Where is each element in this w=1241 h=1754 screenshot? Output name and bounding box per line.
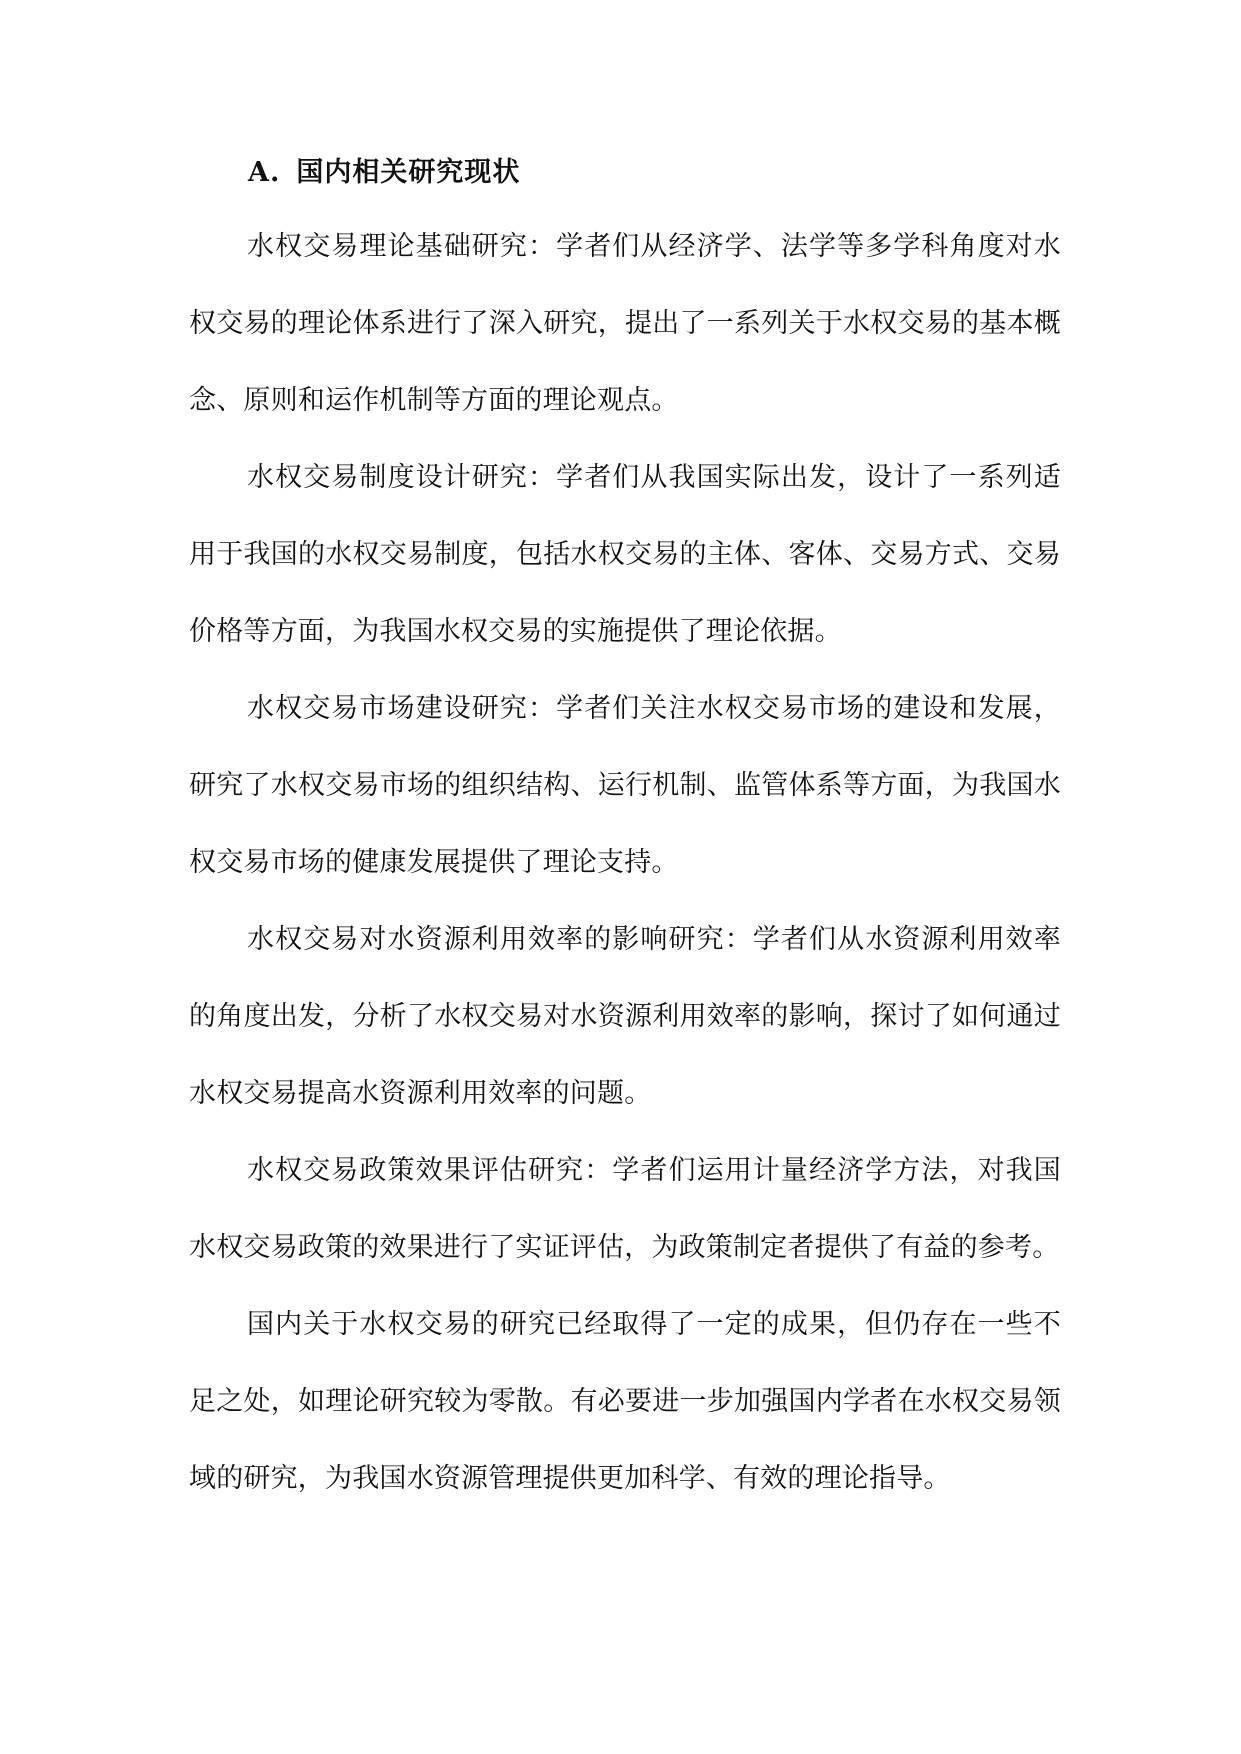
section-title: 国内相关研究现状 bbox=[296, 157, 521, 188]
paragraph-system-design: 水权交易制度设计研究：学者们从我国实际出发，设计了一系列适用于我国的水权交易制度，包括水权交易的主体、客体、交易方式、交易价格等方面，为我国水权交易的实施提供了理论依据。 bbox=[189, 462, 1061, 647]
paragraph-market-construction: 水权交易市场建设研究：学者们关注水权交易市场的建设和发展，研究了水权交易市场的组织结构、运行机制、监管体系等方面，为我国水权交易市场的健康发展提供了理论支持。 bbox=[189, 693, 1061, 878]
paragraph-efficiency-impact: 水权交易对水资源利用效率的影响研究：学者们从水资源利用效率的角度出发，分析了水权交易对水资源利用效率的影响，探讨了如何通过水权交易提高水资源利用效率的问题。 bbox=[189, 924, 1061, 1109]
paragraph-theory-basis: 水权交易理论基础研究：学者们从经济学、法学等多学科角度对水权交易的理论体系进行了深入研究，提出了一系列关于水权交易的基本概念、原则和运作机制等方面的理论观点。 bbox=[189, 231, 1061, 416]
section-heading bbox=[248, 150, 520, 189]
body-text bbox=[189, 208, 1061, 1517]
paragraph-summary: 国内关于水权交易的研究已经取得了一定的成果，但仍存在一些不足之处，如理论研究较为零散。有必要进一步加强国内学者在水权交易领域的研究，为我国水资源管理提供更加科学、有效的理论指导。 bbox=[189, 1309, 1061, 1494]
paragraph-policy-evaluation: 水权交易政策效果评估研究：学者们运用计量经济学方法，对我国水权交易政策的效果进行了实证评估，为政策制定者提供了有益的参考。 bbox=[189, 1155, 1061, 1263]
section-marker: A. bbox=[248, 157, 281, 188]
